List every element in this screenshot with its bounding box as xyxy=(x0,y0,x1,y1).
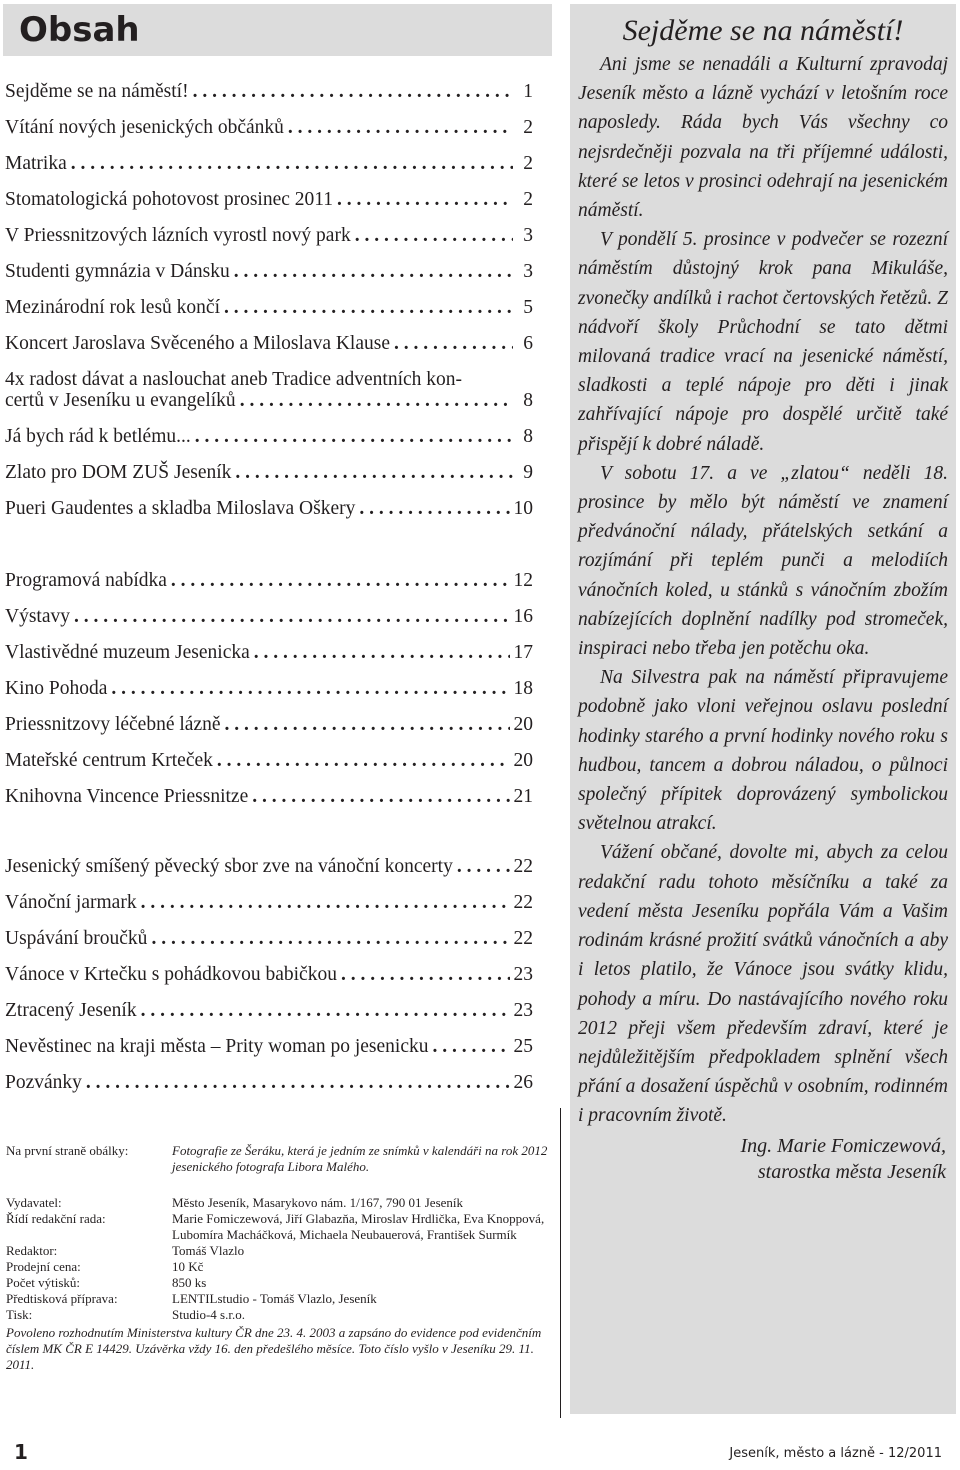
toc-entry[interactable] xyxy=(5,218,533,254)
toc-entry-title: Mateřské centrum Krteček xyxy=(5,750,213,771)
imprint-row xyxy=(6,1211,556,1243)
toc-entry-title: V Priessnitzových lázních vyrostl nový park xyxy=(5,225,351,246)
toc-entry-title: Výstavy xyxy=(5,606,70,627)
imprint-value: 10 Kč xyxy=(172,1259,204,1274)
imprint-row xyxy=(6,1291,556,1307)
toc-entry-page: 8 xyxy=(523,426,533,447)
signature-role: starostka města Jeseník xyxy=(757,1160,946,1183)
table-of-contents xyxy=(5,74,533,1101)
toc-entry-page: 23 xyxy=(513,964,533,985)
imprint-label: Počet výtisků: xyxy=(6,1275,81,1290)
signature-name: Ing. Marie Fomiczewová, xyxy=(740,1134,946,1157)
toc-entry[interactable] xyxy=(5,921,533,957)
toc-entry[interactable] xyxy=(5,455,533,491)
article-text xyxy=(570,48,956,1131)
toc-entry[interactable] xyxy=(5,491,533,527)
toc-entry-page: 23 xyxy=(513,1000,533,1021)
toc-entry-title: Priessnitzovy léčebné lázně xyxy=(5,714,221,735)
imprint-label: Řídí redakční rada: xyxy=(6,1211,106,1226)
toc-entry-title: Studenti gymnázia v Dánsku xyxy=(5,261,230,282)
toc-dot-leader xyxy=(252,779,509,815)
imprint-label: Prodejní cena: xyxy=(6,1259,81,1274)
toc-entry-page: 6 xyxy=(523,333,533,354)
toc-dot-leader xyxy=(254,635,510,671)
toc-dot-leader xyxy=(86,1065,510,1101)
toc-entry[interactable] xyxy=(5,885,533,921)
imprint-value: Tomáš Vlazlo xyxy=(172,1243,245,1258)
toc-entry-title: Zlato pro DOM ZUŠ Jeseník xyxy=(5,462,232,483)
article-paragraph: V sobotu 17. a ve „zlatou“ neděli 18. prosince by mělo být náměstí ve znamení předvánoční nálady, přátelských setkání a rozjímání při teplém punči a melodiích vánočních koled, u stánků s vánočním zbožím nabízejících doplnění nadílky pod stromeček, inspiraci nebo třeba jen potěchu oka. xyxy=(578,462,948,660)
toc-entry-title: Pueri Gaudentes a skladba Miloslava Oškery xyxy=(5,498,356,519)
cover-credit xyxy=(6,1143,556,1175)
toc-entry-title: Nevěstinec na kraji města – Prity woman po jesenicku xyxy=(5,1036,429,1057)
toc-entry[interactable] xyxy=(5,957,533,993)
toc-entry-title: Pozvánky xyxy=(5,1072,82,1093)
cover-label: Na první straně obálky: xyxy=(6,1143,129,1158)
toc-entry-page: 26 xyxy=(513,1072,533,1093)
imprint-value: Město Jeseník, Masarykovo nám. 1/167, 790 01 Jeseník xyxy=(172,1195,464,1210)
imprint-row xyxy=(6,1195,556,1211)
toc-title-bar xyxy=(3,4,552,56)
toc-dot-leader xyxy=(195,419,513,455)
toc-entry-title: Uspávání broučků xyxy=(5,928,148,949)
toc-entry[interactable] xyxy=(5,563,533,599)
article-box xyxy=(570,4,956,1414)
toc-entry-page: 21 xyxy=(513,786,533,807)
toc-entry[interactable] xyxy=(5,146,533,182)
toc-entry-page: 25 xyxy=(513,1036,533,1057)
signature xyxy=(570,1133,956,1185)
toc-entry-line xyxy=(5,390,533,411)
imprint-value: 850 ks xyxy=(172,1275,207,1290)
toc-entry[interactable] xyxy=(5,779,533,815)
toc-entry[interactable] xyxy=(5,849,533,885)
toc-entry[interactable] xyxy=(5,74,533,110)
toc-title: Obsah xyxy=(19,10,140,50)
article-paragraph: Na Silvestra pak na náměstí připravujeme podobně jako vloni veřejnou oslavu poslední hodinky starého a první hodinky nového roku s hudbou, tancem a dobrou náladou, o půlnoci společný přípitek doprovázený symbolickou světelnou atrakcí. xyxy=(578,667,948,835)
toc-entry-page: 2 xyxy=(523,189,533,210)
toc-dot-leader xyxy=(151,921,509,957)
toc-dot-leader xyxy=(457,849,510,885)
imprint-value: LENTILstudio - Tomáš Vlazlo, Jeseník xyxy=(172,1291,377,1306)
toc-entry-page: 20 xyxy=(513,750,533,771)
toc-entry-page: 17 xyxy=(513,642,533,663)
article-paragraph: V pondělí 5. prosince v podvečer se rozezní náměstím důstojný krok pana Mikuláše, zvonečky andílků i rachot čertovských řetězů. Z nádvoří školy Průchodní se tato dětmi milovaná tradice vrací na jesenické náměstí, sladkosti a teplé nápoje pro děti i jinak zahřívající nápoje pro dospělé určitě také přispějí k dobré náladě. xyxy=(578,229,948,455)
toc-entry[interactable] xyxy=(5,419,533,455)
toc-dot-leader xyxy=(111,671,509,707)
toc-entry-page: 3 xyxy=(523,261,533,282)
toc-entry-title: Vlastivědné muzeum Jesenicka xyxy=(5,642,250,663)
toc-entry[interactable] xyxy=(5,182,533,218)
imprint-row xyxy=(6,1275,556,1291)
imprint-value: Marie Fomiczewová, Jiří Glabazňa, Miroslav Hrdlička, Eva Knoppová, Lubomíra Macháčková, Michaela Neubauerová, František Surmík xyxy=(172,1211,545,1242)
divider xyxy=(560,1108,561,1418)
toc-entry-page: 2 xyxy=(523,117,533,138)
page-number: 1 xyxy=(14,1440,28,1464)
toc-entry-page: 16 xyxy=(513,606,533,627)
toc-entry-page: 12 xyxy=(513,570,533,591)
toc-dot-leader xyxy=(235,455,513,491)
toc-group-gap xyxy=(5,527,533,563)
toc-entry[interactable] xyxy=(5,1065,533,1101)
toc-entry[interactable] xyxy=(5,362,533,419)
toc-dot-leader xyxy=(171,563,510,599)
toc-entry-page: 5 xyxy=(523,297,533,318)
toc-entry[interactable] xyxy=(5,326,533,362)
toc-dot-leader xyxy=(355,218,513,254)
toc-entry-title: Já bych rád k betlému... xyxy=(5,426,191,447)
toc-entry[interactable] xyxy=(5,110,533,146)
toc-entry[interactable] xyxy=(5,707,533,743)
toc-entry-title: Sejděme se na náměstí! xyxy=(5,81,189,102)
toc-entry-title: 4x radost dávat a naslouchat aneb Tradice adventních kon- xyxy=(5,369,463,390)
toc-entry-title: Programová nabídka xyxy=(5,570,167,591)
toc-dot-leader xyxy=(234,254,513,290)
toc-dot-leader xyxy=(337,182,513,218)
imprint-rows xyxy=(6,1195,556,1323)
toc-entry[interactable] xyxy=(5,599,533,635)
toc-entry-title: Mezinárodní rok lesů končí xyxy=(5,297,220,318)
toc-entry-page: 10 xyxy=(513,498,533,519)
toc-entry-title: Koncert Jaroslava Svěceného a Miloslava Klause xyxy=(5,333,390,354)
imprint-row xyxy=(6,1259,556,1275)
toc-dot-leader xyxy=(193,74,513,110)
article-heading: Sejděme se na náměstí! xyxy=(622,14,904,47)
toc-dot-leader xyxy=(359,491,509,527)
toc-entry-title: Stomatologická pohotovost prosinec 2011 xyxy=(5,189,334,210)
toc-dot-leader xyxy=(341,957,510,993)
toc-entry-title: Vánoční jarmark xyxy=(5,892,137,913)
toc-dot-leader xyxy=(74,599,510,635)
toc-dot-leader xyxy=(224,290,513,326)
toc-entry-title: Ztracený Jeseník xyxy=(5,1000,137,1021)
toc-entry-page: 2 xyxy=(523,153,533,174)
toc-entry-page: 22 xyxy=(513,928,533,949)
toc-entry-page: 9 xyxy=(523,462,533,483)
toc-entry-title: Knihovna Vincence Priessnitze xyxy=(5,786,249,807)
toc-entry-title: Vánoce v Krtečku s pohádkovou babičkou xyxy=(5,964,337,985)
imprint-label: Tisk: xyxy=(6,1307,33,1322)
imprint-row xyxy=(6,1243,556,1259)
article-paragraph: Ani jsme se nenadáli a Kulturní zpravodaj Jeseník město a lázně vychází v letošním roce naposledy. Ráda bych Vás všechny co nejsrdečněji pozvala na tři příjemné události, které se letos v prosinci odehrají na jesenickém náměstí. xyxy=(578,54,948,222)
imprint-label: Redaktor: xyxy=(6,1243,58,1258)
imprint-row xyxy=(6,1307,556,1323)
toc-dot-leader xyxy=(141,993,510,1029)
toc-entry[interactable] xyxy=(5,254,533,290)
toc-entry[interactable] xyxy=(5,671,533,707)
toc-dot-leader xyxy=(217,743,510,779)
toc-entry-page: 3 xyxy=(523,225,533,246)
imprint-label: Předtisková příprava: xyxy=(6,1291,118,1306)
toc-entry-page: 1 xyxy=(523,81,533,102)
imprint-note: Povoleno rozhodnutím Ministerstva kultury ČR dne 23. 4. 2003 a zapsáno do evidence pod evidenčním číslem MK ČR E 14429. Uzávěrka vždy 16. den předešlého měsíce. Toto číslo vyšlo v Jeseníku 29. 11. 2011. xyxy=(6,1325,542,1372)
toc-entry-page: 8 xyxy=(523,390,533,411)
article-paragraph: Vážení občané, dovolte mi, abych za celou redakční radu tohoto měsíčníku a také za vedení města Jeseníku popřála Vám a Vašim rodinám krásné prožití svátků vánočních a aby i letos platilo, že Vánoce jsou svátky klidu, pohody a míru. Do nastávajícího nového roku 2012 přeji všem především zdraví, které je nejdůležitějším předpokladem splnění všech přání a dosažení úspěchů v osobním, rodinném i pracovním životě. xyxy=(578,842,948,1127)
running-footer: Jeseník, město a lázně - 12/2011 xyxy=(729,1446,942,1461)
toc-entry-page: 22 xyxy=(513,892,533,913)
imprint-label: Vydavatel: xyxy=(6,1195,62,1210)
imprint-value: Studio-4 s.r.o. xyxy=(172,1307,245,1322)
toc-dot-leader xyxy=(240,390,513,411)
toc-entry-page: 22 xyxy=(513,856,533,877)
toc-entry-title: certů v Jeseníku u evangelíků xyxy=(5,390,236,411)
toc-entry-title: Matrika xyxy=(5,153,67,174)
imprint xyxy=(6,1143,556,1373)
toc-entry-page: 18 xyxy=(513,678,533,699)
toc-entry-page: 20 xyxy=(513,714,533,735)
toc-entry-title: Jesenický smíšený pěvecký sbor zve na vánoční koncerty xyxy=(5,856,453,877)
toc-dot-leader xyxy=(288,110,513,146)
cover-text: Fotografie ze Šeráku, která je jedním ze snímků v kalendáři na rok 2012 jesenického fotografa Libora Malého. xyxy=(172,1143,548,1174)
toc-dot-leader xyxy=(225,707,510,743)
toc-dot-leader xyxy=(141,885,510,921)
toc-entry-title: Kino Pohoda xyxy=(5,678,108,699)
toc-entry[interactable] xyxy=(5,290,533,326)
toc-entry-title: Vítání nových jesenických občánků xyxy=(5,117,284,138)
toc-entry[interactable] xyxy=(5,635,533,671)
toc-group-gap xyxy=(5,815,533,849)
toc-dot-leader xyxy=(432,1029,509,1065)
toc-dot-leader xyxy=(71,146,513,182)
toc-entry[interactable] xyxy=(5,993,533,1029)
toc-entry[interactable] xyxy=(5,1029,533,1065)
toc-entry[interactable] xyxy=(5,743,533,779)
toc-dot-leader xyxy=(394,326,513,362)
